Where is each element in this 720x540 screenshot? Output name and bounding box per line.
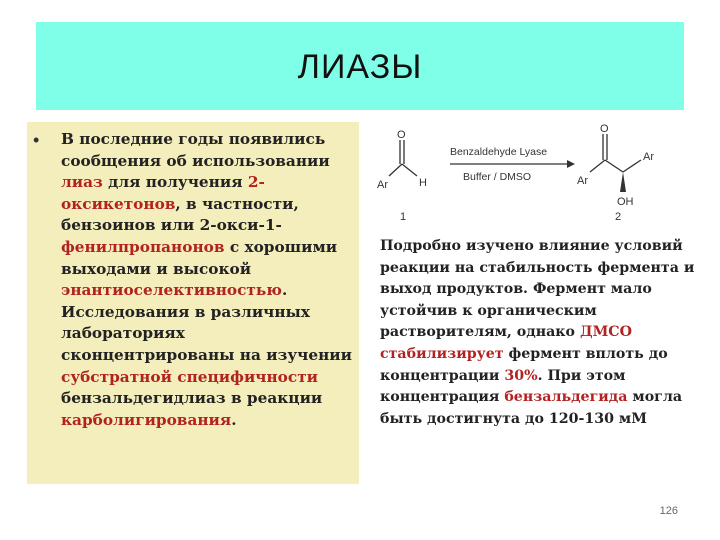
oxygen-label: O [397,129,406,141]
left-text-segment: бензальдегидлиаз в реакции [61,389,323,408]
product-chain-bond [605,160,623,172]
left-text-segment: . Исследования в различных лабораториях сконцентрированы на изучении [61,281,352,364]
right-highlight-dmso: ДМСО стабилизирует [380,324,632,362]
right-highlight-percent: 30% [504,367,538,384]
left-text-segment: , в частности, бензоинов или 2-окси-1- [61,194,299,235]
conditions-label: Buffer / DMSO [463,171,532,183]
bullet-marker: • [33,130,40,150]
arrow-head-icon [567,160,575,168]
left-highlight-enantioselectivity: энантиоселективностью [61,281,282,300]
left-highlight-phenylpropanones: фенилпропанонов [61,237,225,256]
ar-bond [389,164,402,176]
enzyme-label: Benzaldehyde Lyase [450,146,548,158]
right-text-segment: . При этом концентрация [380,367,626,406]
left-paragraph [61,129,353,431]
left-highlight-lyases: лиаз [61,173,103,192]
h-bond [402,164,417,176]
left-text-segment: для получения [102,173,248,192]
left-text-segment: с хорошими выходами и высокой [61,237,338,278]
compound-number-1: 1 [400,211,407,223]
reaction-scheme [375,120,695,230]
slide-title: ЛИАЗЫ [297,48,423,86]
product-oh-label: OH [617,196,634,208]
right-text-segment: Подробно изучено влияние условий реакции на стабильность фермента и выход продуктов. Фермент мало устойчив к органическим растворителям, однако [380,238,695,341]
right-paragraph [380,236,700,430]
left-text-segment: . [231,410,237,429]
compound-number-2: 2 [615,211,622,223]
ar-label: Ar [377,179,388,191]
left-highlight-carboligation: карболигирования [61,410,232,429]
stereo-wedge-icon [620,172,626,192]
left-highlight-substrate-specificity: субстратной специфичности [61,367,319,386]
left-text-segment: В последние годы появились сообщения об использовании [61,130,330,170]
right-text-segment: фермент вплоть до концентрации [380,345,668,384]
product-oxygen-label: O [600,123,609,135]
product-ar2-bond [623,160,641,172]
product-ar-bond [590,160,605,172]
hydrogen-label: H [419,177,427,189]
right-text-segment: могла быть достигнута до 120-130 мМ [380,389,683,427]
product-ar-label: Ar [577,175,588,187]
page-number: 126 [659,505,678,517]
product-ar2-label: Ar [643,151,654,163]
right-highlight-benzaldehyde: бензальдегида [504,389,628,406]
title-banner [36,22,684,110]
left-text-box [27,122,359,484]
left-highlight-oxyketones: 2-оксикетонов [61,173,265,213]
